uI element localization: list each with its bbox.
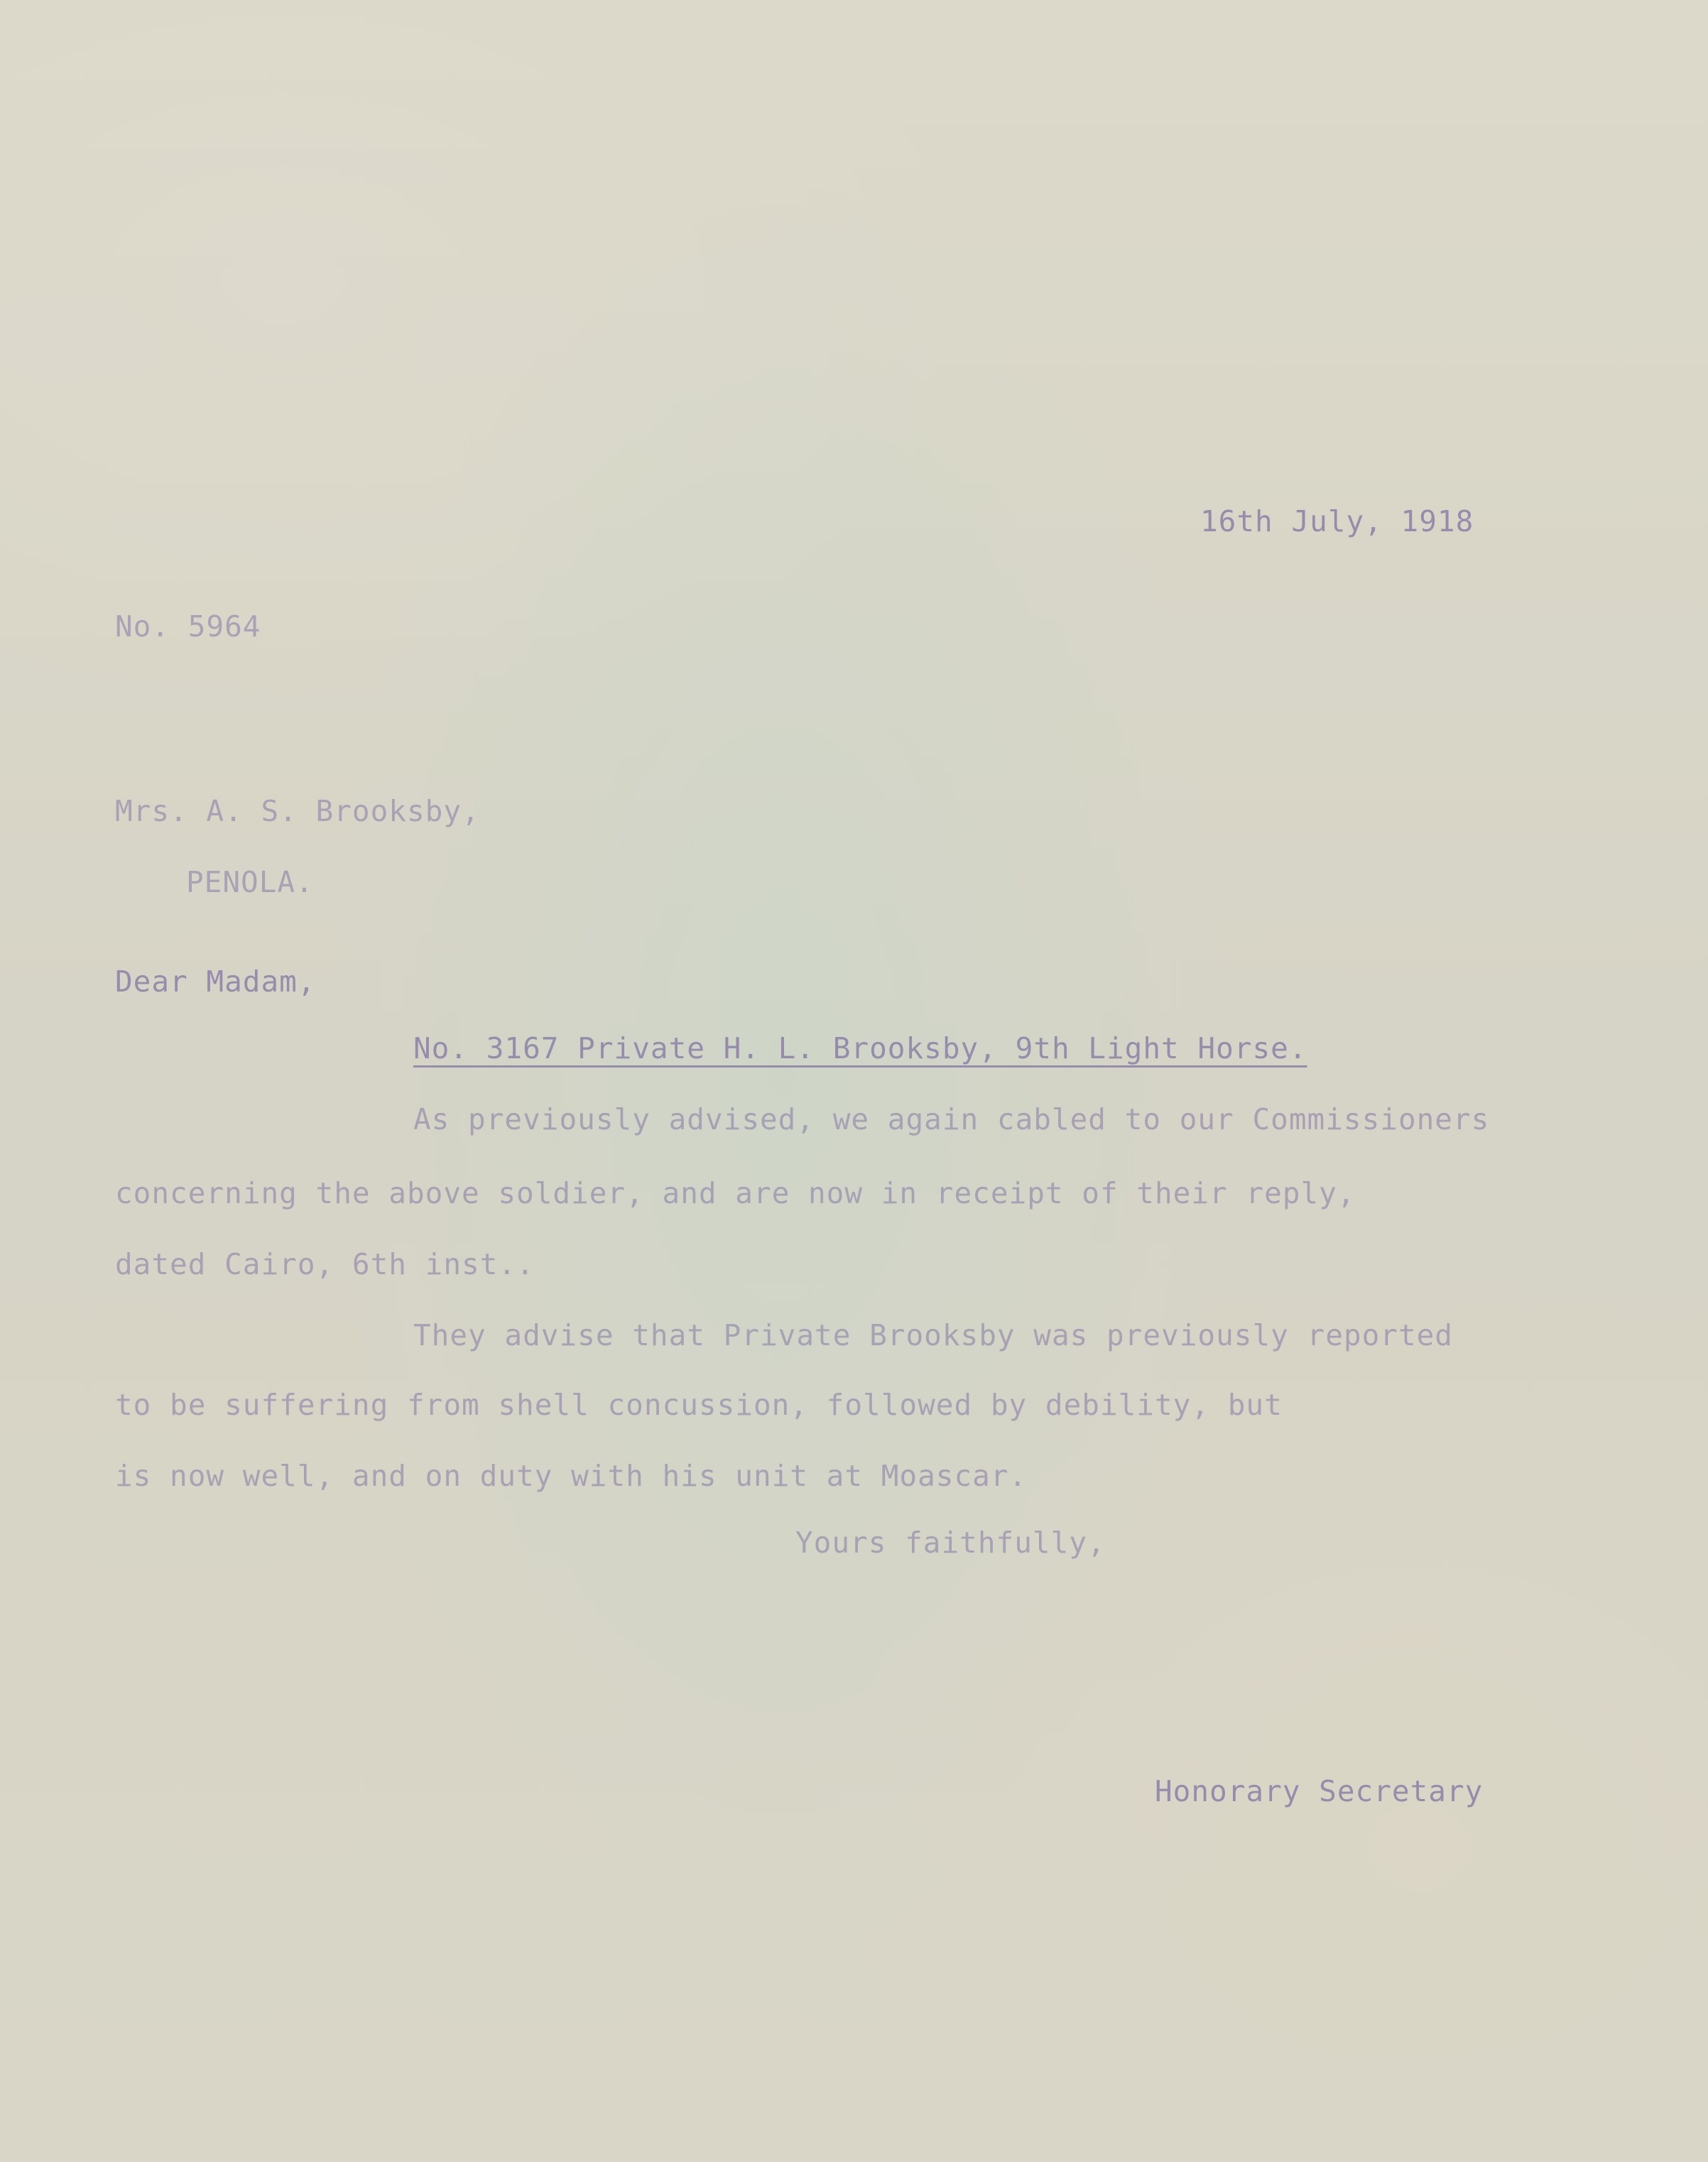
recipient-name: Mrs. A. S. Brooksby,: [115, 794, 480, 828]
paragraph2-line2: to be suffering from shell concussion, followed by debility, but: [115, 1388, 1283, 1422]
closing: Yours faithfully,: [795, 1526, 1106, 1560]
subject-line: No. 3167 Private H. L. Brooksby, 9th Light Horse.: [413, 1031, 1307, 1065]
letter-date: 16th July, 1918: [1200, 504, 1474, 538]
paragraph1-line1: As previously advised, we again cabled to our Commissioners: [413, 1102, 1490, 1136]
salutation: Dear Madam,: [115, 965, 316, 999]
recipient-place: PENOLA.: [186, 865, 314, 899]
paragraph2-line1: They advise that Private Brooksby was previously reported: [413, 1318, 1453, 1352]
paragraph1-line2: concerning the above soldier, and are now in receipt of their reply,: [115, 1176, 1356, 1210]
paragraph2-line3: is now well, and on duty with his unit at Moascar.: [115, 1459, 1028, 1493]
reference-number: No. 5964: [115, 609, 261, 643]
signatory-title: Honorary Secretary: [1155, 1774, 1484, 1808]
paragraph1-line3: dated Cairo, 6th inst..: [115, 1247, 535, 1281]
